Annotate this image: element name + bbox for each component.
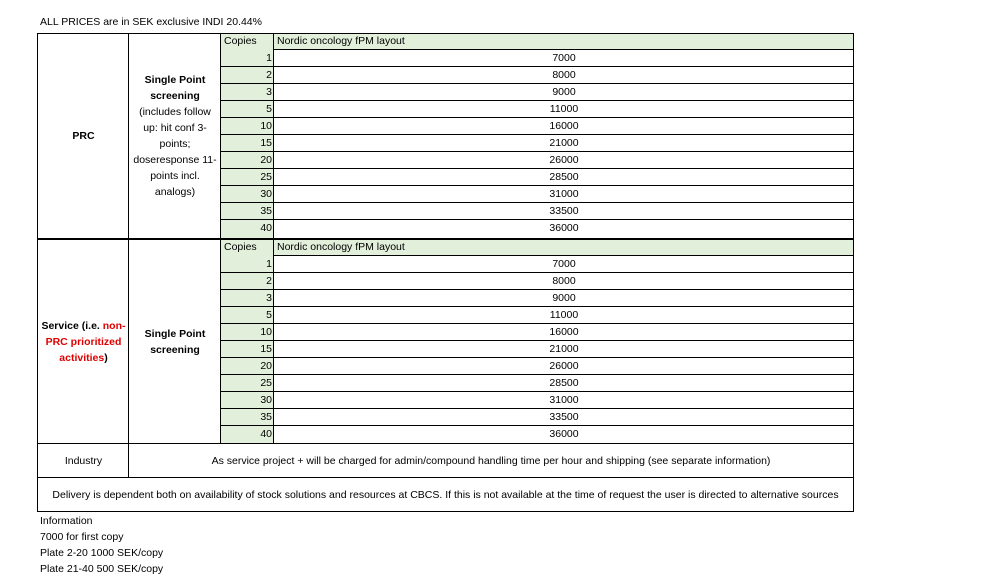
service-price-row — [221, 375, 853, 392]
service-price-value: 7000 — [552, 258, 576, 270]
service-price-table — [220, 239, 854, 444]
service-price-value: 16000 — [549, 326, 579, 338]
service-copies-value: 5 — [266, 309, 272, 321]
prc-label-cell — [37, 33, 130, 239]
prc-copies-header: Copies — [224, 35, 257, 47]
prc-price-value: 11000 — [549, 103, 579, 115]
service-price-row — [221, 324, 853, 341]
service-label-cell — [37, 239, 130, 444]
prc-price-value: 28500 — [549, 171, 579, 183]
prc-copies-value: 2 — [266, 69, 272, 81]
prc-copies-value: 35 — [260, 205, 272, 217]
service-copies-header: Copies — [224, 241, 257, 253]
service-label-red: non-PRC prioritized activities — [45, 319, 126, 364]
delivery-text: Delivery is dependent both on availability of stock solutions and resources at CBCS. If this is not available at the time of request the user is directed to alternative sources — [52, 488, 839, 501]
service-price-value: 26000 — [549, 360, 579, 372]
service-price-value: 36000 — [549, 428, 579, 440]
industry-text-cell — [128, 443, 854, 478]
prc-service-cell — [128, 33, 222, 239]
service-price-row — [221, 273, 853, 290]
service-price-value: 33500 — [549, 411, 579, 423]
delivery-cell — [37, 477, 854, 512]
prc-price-row — [221, 118, 853, 135]
prc-copies-value: 15 — [260, 137, 272, 149]
prc-copies-value: 5 — [266, 103, 272, 115]
prc-copies-value: 30 — [260, 188, 272, 200]
prc-price-value: 21000 — [549, 137, 579, 149]
service-price-row — [221, 426, 853, 443]
service-price-row — [221, 358, 853, 375]
prc-price-value: 8000 — [552, 69, 576, 81]
service-price-row — [221, 290, 853, 307]
prc-copies-value: 10 — [260, 120, 272, 132]
prc-price-row — [221, 169, 853, 186]
prc-price-value: 7000 — [552, 52, 576, 64]
prc-copies-value: 3 — [266, 86, 272, 98]
prc-price-row — [221, 135, 853, 152]
price-note: ALL PRICES are in SEK exclusive INDI 20.44% — [40, 16, 262, 28]
prc-price-value: 31000 — [549, 188, 579, 200]
prc-price-row — [221, 186, 853, 203]
service-price-value: 9000 — [552, 292, 576, 304]
prc-price-row — [221, 152, 853, 169]
service-price-value: 8000 — [552, 275, 576, 287]
prc-price-value: 16000 — [549, 120, 579, 132]
service-price-row — [221, 307, 853, 324]
prc-label: PRC — [72, 130, 95, 142]
service-price-value: 21000 — [549, 343, 579, 355]
prc-layout-header: Nordic oncology fPM layout — [277, 35, 405, 47]
service-label-suffix: ) — [104, 351, 108, 364]
prc-copies-value: 25 — [260, 171, 272, 183]
service-copies-value: 2 — [266, 275, 272, 287]
information-title: Information — [40, 515, 93, 527]
service-copies-value: 25 — [260, 377, 272, 389]
prc-service-title: Single Point screening — [144, 74, 206, 102]
prc-price-value: 26000 — [549, 154, 579, 166]
prc-price-row — [221, 67, 853, 84]
prc-service-detail: (includes follow up: hit conf 3-points; doseresponse 11-points incl. analogs) — [133, 106, 217, 198]
information-line: 7000 for first copy — [40, 531, 124, 543]
industry-label: Industry — [64, 454, 103, 467]
service-copies-value: 35 — [260, 411, 272, 423]
prc-copies-value: 1 — [266, 52, 272, 64]
service-copies-value: 1 — [266, 258, 272, 270]
prc-price-value: 36000 — [549, 222, 579, 234]
service-price-row — [221, 409, 853, 426]
service-copies-value: 40 — [260, 428, 272, 440]
information-line: Plate 21-40 500 SEK/copy — [40, 563, 164, 575]
service-service-title: Single Point screening — [144, 327, 206, 356]
service-price-row — [221, 341, 853, 358]
prc-copies-value: 40 — [260, 222, 272, 234]
service-price-value: 28500 — [549, 377, 579, 389]
prc-price-value: 9000 — [552, 86, 576, 98]
prc-price-row — [221, 220, 853, 237]
service-price-value: 11000 — [549, 309, 579, 321]
service-copies-value: 15 — [260, 343, 272, 355]
service-label — [41, 318, 126, 366]
service-price-row — [221, 256, 853, 273]
service-service-cell — [128, 239, 222, 444]
prc-price-row — [221, 50, 853, 67]
service-copies-value: 20 — [260, 360, 272, 372]
prc-price-value: 33500 — [549, 205, 579, 217]
prc-copies-value: 20 — [260, 154, 272, 166]
prc-price-row — [221, 101, 853, 118]
industry-text: As service project + will be charged for admin/compound handling time per hour and shipping (see separate information) — [211, 454, 771, 467]
industry-label-cell — [37, 443, 130, 478]
service-layout-header: Nordic oncology fPM layout — [277, 241, 405, 253]
service-copies-value: 3 — [266, 292, 272, 304]
information-line: Plate 2-20 1000 SEK/copy — [40, 547, 164, 559]
prc-price-row — [221, 203, 853, 220]
prc-price-table — [220, 33, 854, 239]
service-label-prefix: Service (i.e. — [41, 319, 103, 332]
service-copies-value: 30 — [260, 394, 272, 406]
service-price-row — [221, 392, 853, 409]
service-price-value: 31000 — [549, 394, 579, 406]
service-copies-value: 10 — [260, 326, 272, 338]
prc-price-row — [221, 84, 853, 101]
